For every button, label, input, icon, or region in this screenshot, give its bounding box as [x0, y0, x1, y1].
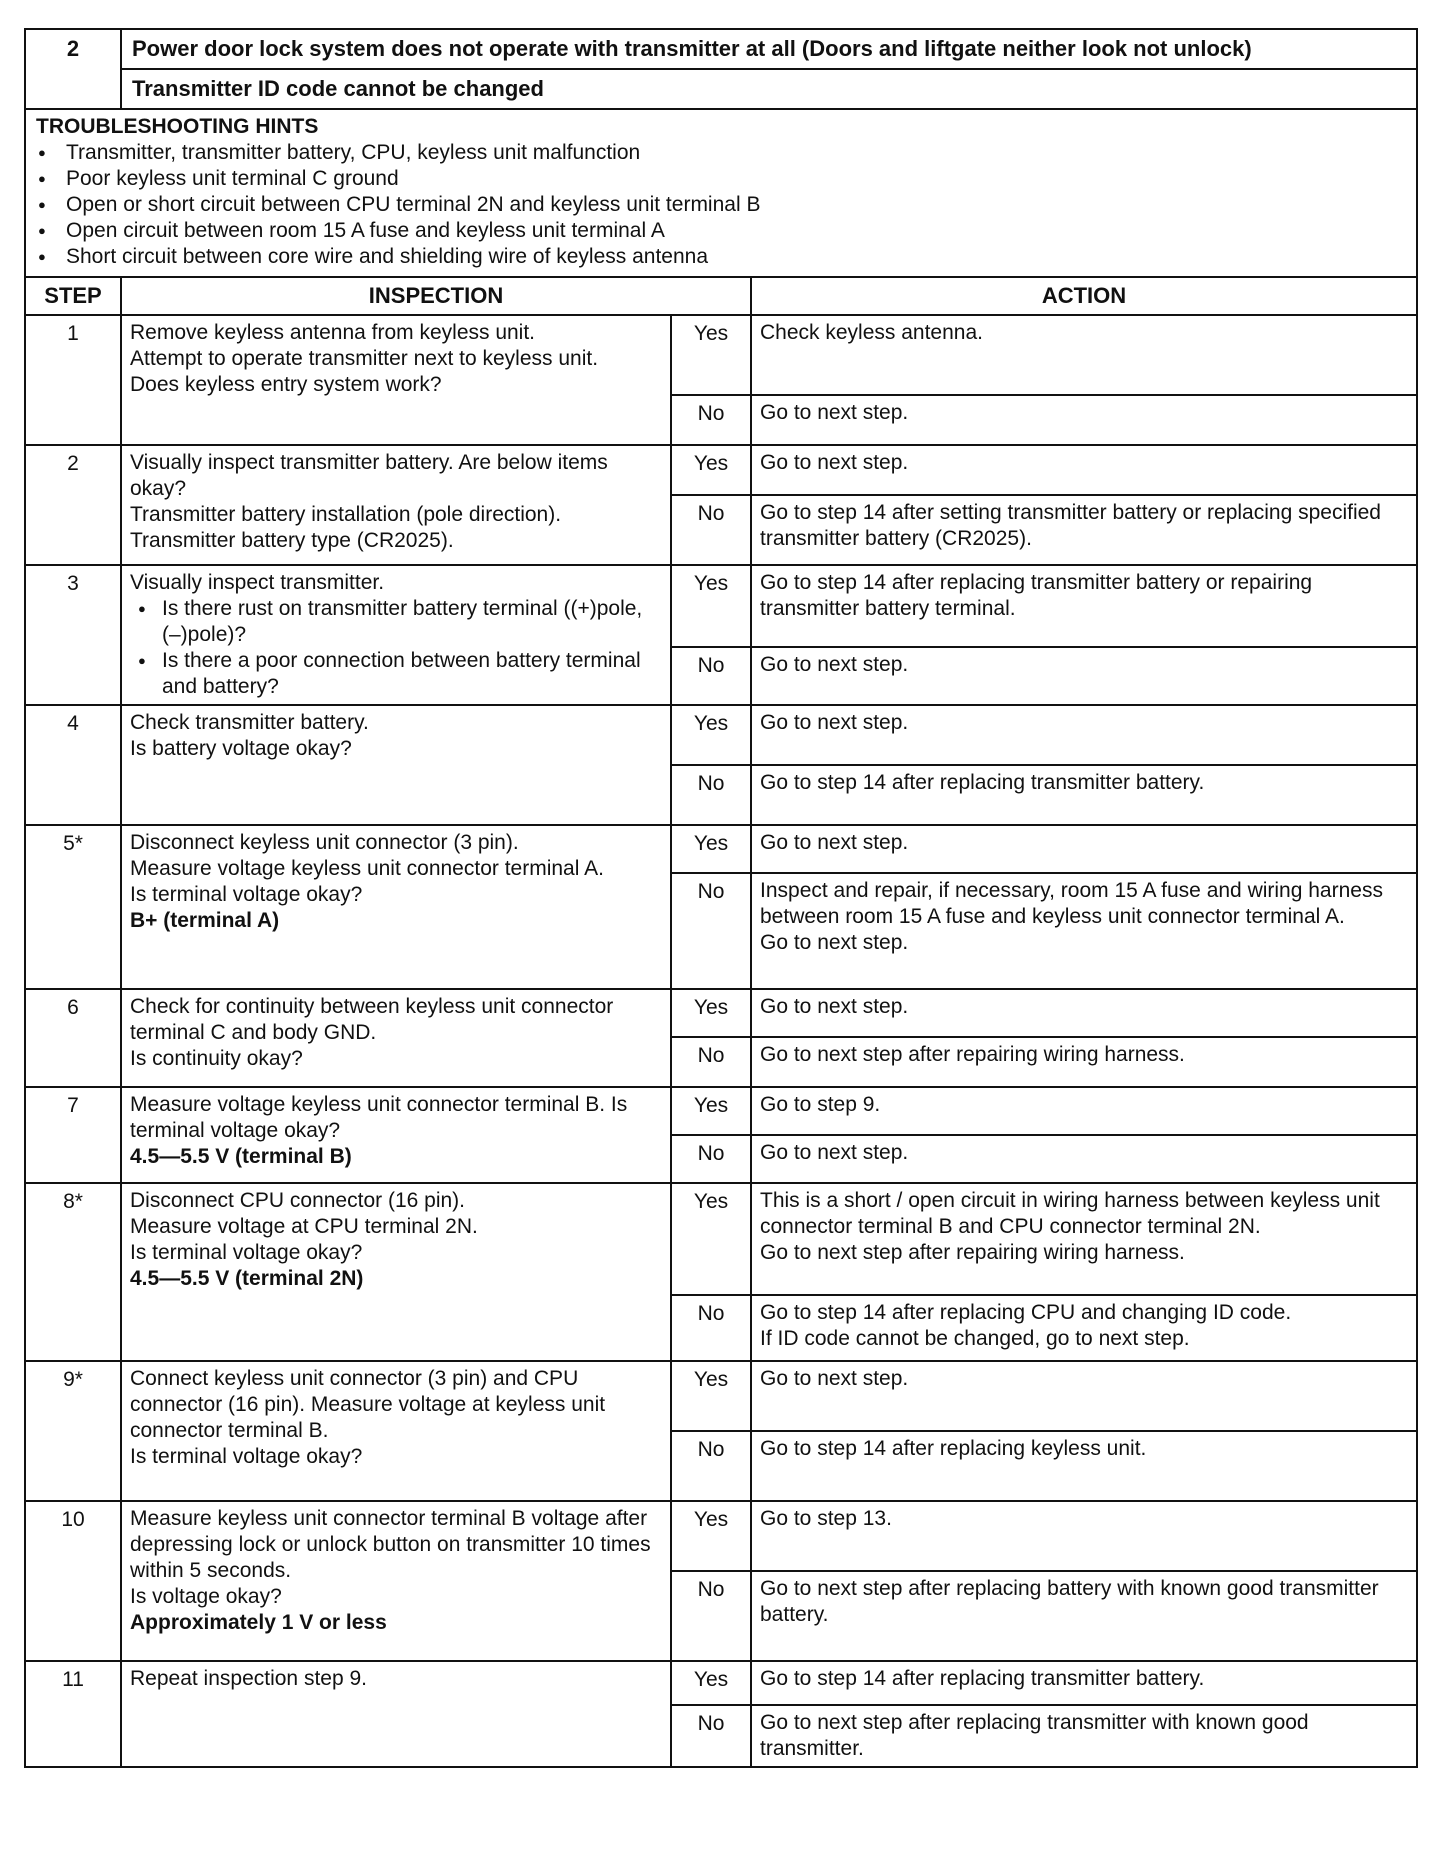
- header-row: [25, 29, 1417, 69]
- action-no: [751, 1431, 1417, 1501]
- action-line: Go to next step.: [760, 931, 909, 954]
- step-row: [25, 1087, 1417, 1135]
- action-line: Go to next step after repairing wiring harness.: [760, 1043, 1185, 1066]
- action-line: Go to next step.: [760, 1141, 909, 1164]
- action-no: [751, 1037, 1417, 1087]
- answer-yes: Yes: [671, 989, 751, 1037]
- inspection-line: Connect keyless unit connector (3 pin) and CPU connector (16 pin). Measure voltage at keyless unit connector terminal B.: [130, 1367, 606, 1442]
- step-row: [25, 1183, 1417, 1295]
- answer-yes: Yes: [671, 1087, 751, 1135]
- hints-list: [36, 140, 1406, 270]
- inspection-line: Check transmitter battery.: [130, 711, 369, 734]
- answer-yes: Yes: [671, 315, 751, 395]
- action-line: Go to step 14 after setting transmitter battery or replacing specified transmitter battery (CR2025).: [760, 501, 1381, 550]
- action-yes: [751, 565, 1417, 647]
- answer-no: No: [671, 1705, 751, 1767]
- answer-yes: Yes: [671, 1661, 751, 1705]
- step-row: [25, 1361, 1417, 1431]
- hint-item: ● Transmitter, transmitter battery, CPU, keyless unit malfunction: [36, 140, 1406, 166]
- action-line: Go to step 14 after replacing transmitter battery.: [760, 771, 1205, 794]
- step-number: 4: [25, 705, 121, 825]
- troubleshooting-table: [24, 28, 1418, 1768]
- step-row: [25, 445, 1417, 495]
- inspection-line: Measure voltage at CPU terminal 2N.: [130, 1215, 478, 1238]
- inspection-line: Is terminal voltage okay?: [130, 1241, 363, 1264]
- answer-no: No: [671, 1135, 751, 1183]
- step-inspection: [121, 705, 671, 825]
- step-inspection: [121, 1661, 671, 1767]
- action-line: Check keyless antenna.: [760, 321, 983, 344]
- action-yes: [751, 1661, 1417, 1705]
- step-inspection: [121, 1087, 671, 1183]
- action-no: [751, 765, 1417, 825]
- answer-no: No: [671, 873, 751, 989]
- step-inspection: [121, 1501, 671, 1661]
- column-header-action: ACTION: [751, 277, 1417, 315]
- hints-title: TROUBLESHOOTING HINTS: [36, 115, 319, 138]
- step-number: 6: [25, 989, 121, 1087]
- hint-item: ● Open circuit between room 15 A fuse and keyless unit terminal A: [36, 218, 1406, 244]
- inspection-line: Is terminal voltage okay?: [130, 883, 363, 906]
- inspection-bullet: ● Is there rust on transmitter battery terminal ((+)pole, (–)pole)?: [130, 596, 662, 648]
- action-line: Go to next step.: [760, 831, 909, 854]
- step-number: 9*: [25, 1361, 121, 1501]
- symptom-number: 2: [25, 29, 121, 109]
- column-header-row: [25, 277, 1417, 315]
- inspection-line: Is terminal voltage okay?: [130, 1445, 363, 1468]
- answer-no: No: [671, 1571, 751, 1661]
- answer-no: No: [671, 1431, 751, 1501]
- step-inspection: [121, 1183, 671, 1361]
- step-row: [25, 989, 1417, 1037]
- inspection-line: Is continuity okay?: [130, 1047, 303, 1070]
- inspection-line: Transmitter battery installation (pole direction).: [130, 503, 562, 526]
- inspection-line: Attempt to operate transmitter next to keyless unit.: [130, 347, 599, 370]
- action-no: [751, 1705, 1417, 1767]
- inspection-line: Check for continuity between keyless unit connector terminal C and body GND.: [130, 995, 614, 1044]
- inspection-line: Is battery voltage okay?: [130, 737, 352, 760]
- action-yes: [751, 1361, 1417, 1431]
- action-yes: [751, 705, 1417, 765]
- step-number: 3: [25, 565, 121, 705]
- step-number: 1: [25, 315, 121, 445]
- symptom-subtitle: Transmitter ID code cannot be changed: [121, 69, 1417, 109]
- answer-yes: Yes: [671, 445, 751, 495]
- action-line: Go to next step.: [760, 995, 909, 1018]
- header-subtitle-row: [25, 69, 1417, 109]
- answer-no: No: [671, 1295, 751, 1361]
- action-line: Go to next step.: [760, 401, 909, 424]
- answer-yes: Yes: [671, 565, 751, 647]
- step-row: [25, 315, 1417, 395]
- inspection-line: Measure voltage keyless unit connector terminal B. Is terminal voltage okay?: [130, 1093, 628, 1142]
- hint-item: ● Poor keyless unit terminal C ground: [36, 166, 1406, 192]
- step-number: 8*: [25, 1183, 121, 1361]
- inspection-spec: Approximately 1 V or less: [130, 1611, 387, 1634]
- action-line: Go to next step after replacing battery with known good transmitter battery.: [760, 1577, 1379, 1626]
- inspection-line: Transmitter battery type (CR2025).: [130, 529, 454, 552]
- action-line: Go to next step.: [760, 653, 909, 677]
- inspection-line: Repeat inspection step 9.: [130, 1667, 367, 1690]
- step-row: [25, 825, 1417, 873]
- action-no: [751, 495, 1417, 565]
- inspection-line: Disconnect CPU connector (16 pin).: [130, 1189, 465, 1212]
- answer-no: No: [671, 765, 751, 825]
- action-line: Go to step 14 after replacing CPU and changing ID code.: [760, 1301, 1292, 1324]
- step-row: [25, 1661, 1417, 1705]
- action-no: [751, 1295, 1417, 1361]
- answer-no: No: [671, 395, 751, 445]
- step-inspection: [121, 1361, 671, 1501]
- answer-no: No: [671, 1037, 751, 1087]
- action-no: [751, 873, 1417, 989]
- action-no: [751, 1135, 1417, 1183]
- action-line: Go to step 13.: [760, 1507, 892, 1530]
- inspection-line: Visually inspect transmitter battery. Are below items okay?: [130, 451, 608, 500]
- step-number: 7: [25, 1087, 121, 1183]
- action-line: Go to next step.: [760, 711, 909, 734]
- action-line: This is a short / open circuit in wiring harness between keyless unit connector terminal B and CPU connector terminal 2N.: [760, 1189, 1380, 1238]
- action-no: [751, 1571, 1417, 1661]
- answer-yes: Yes: [671, 825, 751, 873]
- troubleshooting-sheet: [24, 28, 1416, 1768]
- inspection-bullets: [130, 596, 662, 700]
- step-row: [25, 705, 1417, 765]
- action-line: Go to step 9.: [760, 1093, 881, 1116]
- inspection-spec: B+ (terminal A): [130, 909, 280, 932]
- action-line: Go to next step after repairing wiring harness.: [760, 1241, 1185, 1264]
- inspection-line: Visually inspect transmitter.: [130, 571, 385, 594]
- action-yes: [751, 1183, 1417, 1295]
- inspection-line: Disconnect keyless unit connector (3 pin).: [130, 831, 519, 854]
- action-line: Go to step 14 after replacing transmitter battery or repairing transmitter battery terminal.: [760, 571, 1313, 620]
- column-header-inspection: INSPECTION: [121, 277, 751, 315]
- action-no: [751, 395, 1417, 445]
- inspection-spec: 4.5—5.5 V (terminal 2N): [130, 1267, 364, 1290]
- action-line: Go to step 14 after replacing transmitter battery.: [760, 1667, 1205, 1690]
- action-line: Go to next step.: [760, 1367, 909, 1390]
- hint-item: ● Open or short circuit between CPU terminal 2N and keyless unit terminal B: [36, 192, 1406, 218]
- action-yes: [751, 1501, 1417, 1571]
- action-no: [751, 647, 1417, 705]
- inspection-line: Measure voltage keyless unit connector terminal A.: [130, 857, 604, 880]
- step-inspection: [121, 825, 671, 989]
- action-line: Go to step 14 after replacing keyless unit.: [760, 1437, 1147, 1460]
- inspection-bullet: ● Is there a poor connection between battery terminal and battery?: [130, 648, 662, 700]
- inspection-line: Remove keyless antenna from keyless unit.: [130, 321, 536, 344]
- inspection-line: Is voltage okay?: [130, 1585, 282, 1608]
- answer-no: No: [671, 495, 751, 565]
- action-line: If ID code cannot be changed, go to next step.: [760, 1327, 1190, 1350]
- step-number: 10: [25, 1501, 121, 1661]
- action-yes: [751, 825, 1417, 873]
- answer-yes: Yes: [671, 1501, 751, 1571]
- answer-yes: Yes: [671, 1183, 751, 1295]
- step-inspection: [121, 445, 671, 565]
- step-number: 2: [25, 445, 121, 565]
- inspection-spec: 4.5—5.5 V (terminal B): [130, 1145, 352, 1168]
- step-number: 11: [25, 1661, 121, 1767]
- step-row: [25, 565, 1417, 647]
- action-yes: [751, 989, 1417, 1037]
- answer-yes: Yes: [671, 1361, 751, 1431]
- action-yes: [751, 315, 1417, 395]
- action-line: Go to next step.: [760, 451, 909, 474]
- hint-item: ● Short circuit between core wire and shielding wire of keyless antenna: [36, 244, 1406, 270]
- step-row: [25, 1501, 1417, 1571]
- action-line: Go to next step after replacing transmitter with known good transmitter.: [760, 1711, 1309, 1760]
- step-inspection: [121, 315, 671, 445]
- step-inspection: [121, 989, 671, 1087]
- troubleshooting-hints: [25, 109, 1417, 277]
- action-line: Inspect and repair, if necessary, room 15 A fuse and wiring harness between room 15 A fuse and keyless unit connector terminal A.: [760, 879, 1383, 928]
- inspection-line: Measure keyless unit connector terminal B voltage after depressing lock or unlock button on transmitter 10 times within 5 seconds.: [130, 1507, 651, 1582]
- step-number: 5*: [25, 825, 121, 989]
- answer-no: No: [671, 647, 751, 705]
- inspection-line: Does keyless entry system work?: [130, 373, 442, 396]
- action-yes: [751, 1087, 1417, 1135]
- action-yes: [751, 445, 1417, 495]
- answer-yes: Yes: [671, 705, 751, 765]
- hints-row: [25, 109, 1417, 277]
- column-header-step: STEP: [25, 277, 121, 315]
- step-inspection: [121, 565, 671, 705]
- symptom-title: Power door lock system does not operate with transmitter at all (Doors and liftgate neither look not unlock): [121, 29, 1417, 69]
